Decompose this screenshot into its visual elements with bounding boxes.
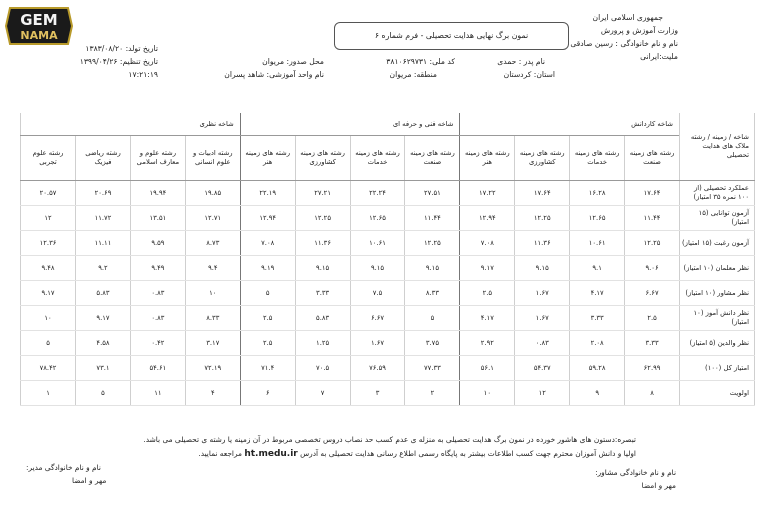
- branch-kardanesh: شاخه کاردانش: [460, 113, 680, 136]
- table-cell: ۲۰.۶۹: [76, 181, 131, 206]
- table-cell: ۴.۵۸: [76, 331, 131, 356]
- table-cell: ۵۴.۶۱: [130, 356, 185, 381]
- table-row: [21, 356, 755, 381]
- table-cell: ۱۲.۲۵: [515, 206, 570, 231]
- table-cell: ۲۷.۵۱: [405, 181, 460, 206]
- table-cell: ۶.۶۷: [350, 306, 405, 331]
- table-cell: ۱: [21, 381, 76, 406]
- row-label: آزمون توانایی (۱۵ امتیاز): [680, 206, 755, 231]
- table-cell: ۱۲.۲۵: [405, 231, 460, 256]
- note-website: [198, 448, 636, 460]
- row-label: نظر والدین (۵ امتیاز): [680, 331, 755, 356]
- table-cell: ۷.۵: [350, 281, 405, 306]
- row-label: نظر معلمان (۱۰ امتیاز): [680, 256, 755, 281]
- counselor-signature: مهر و امضا: [641, 481, 676, 490]
- logo-text-gem: GEM: [20, 11, 58, 29]
- table-cell: ۹.۴: [185, 256, 240, 281]
- table-cell: ۹.۵۹: [130, 231, 185, 256]
- table-cell: ۱۰: [185, 281, 240, 306]
- national-code: کد ملی: ۳۸۱۰۶۲۹۷۳۱: [386, 57, 455, 66]
- table-cell: ۹.۱۷: [76, 306, 131, 331]
- principal-name: نام و نام خانوادگی مدیر:: [26, 463, 101, 472]
- principal-signature: مهر و امضا: [72, 476, 107, 485]
- column-header: رشته ادبیات و علوم انسانی: [185, 136, 240, 181]
- table-cell: ۱۲.۶۵: [570, 206, 625, 231]
- column-header: رشته های زمینه خدمات: [350, 136, 405, 181]
- table-cell: ۶.۶۷: [625, 281, 680, 306]
- table-cell: ۱۲.۲۵: [295, 206, 350, 231]
- table-cell: ۳.۳۳: [295, 281, 350, 306]
- table-row: [21, 331, 755, 356]
- table-cell: ۹.۴۸: [21, 256, 76, 281]
- table-cell: ۱۰.۶۱: [350, 231, 405, 256]
- branch-header-row: [21, 113, 755, 136]
- counselor-name: نام و نام خانوادگی مشاور:: [595, 468, 676, 477]
- table-cell: ۷.۰۸: [460, 231, 515, 256]
- row-label: آزمون رغبت (۱۵ امتیاز): [680, 231, 755, 256]
- table-row: [21, 181, 755, 206]
- table-cell: ۱.۲۵: [295, 331, 350, 356]
- table-cell: ۷۷.۳۳: [405, 356, 460, 381]
- table-cell: ۱۱.۴۴: [625, 206, 680, 231]
- table-cell: ۹.۱۹: [240, 256, 295, 281]
- table-cell: ۲۷.۲۱: [295, 181, 350, 206]
- column-header: رشته علوم و معارف اسلامی: [130, 136, 185, 181]
- table-cell: ۱۱.۴۴: [405, 206, 460, 231]
- table-cell: ۲.۵: [625, 306, 680, 331]
- birth-date: تاریخ تولد: ۱۳۸۳/۰۸/۲۰: [85, 44, 158, 53]
- table-cell: ۸.۳۳: [185, 306, 240, 331]
- table-cell: ۱۲.۳۶: [21, 231, 76, 256]
- issue-place: محل صدور: مریوان: [262, 57, 324, 66]
- table-cell: ۱۰.۶۱: [570, 231, 625, 256]
- table-cell: ۱۲.۷۱: [185, 206, 240, 231]
- issue-time: ۱۷:۲۱:۱۹: [128, 70, 158, 79]
- ministry-label: وزارت آموزش و پرورش: [600, 26, 678, 35]
- table-cell: ۸.۷۳: [185, 231, 240, 256]
- table-cell: ۲۲.۲۴: [350, 181, 405, 206]
- website-link[interactable]: ht.medu.ir: [244, 449, 298, 459]
- table-cell: ۵.۸۳: [295, 306, 350, 331]
- guidance-scores-table: [20, 113, 755, 406]
- table-cell: ۹.۱۷: [460, 256, 515, 281]
- table-cell: ۱۰: [21, 306, 76, 331]
- table-cell: ۵۹.۲۸: [570, 356, 625, 381]
- branch-fanni: شاخه فنی و حرفه ای: [240, 113, 460, 136]
- nationality: ملیت:ایرانی: [640, 52, 678, 61]
- table-cell: ۱۲: [515, 381, 570, 406]
- table-cell: ۱۱.۷۲: [76, 206, 131, 231]
- row-label: عملکرد تحصیلی (از ۱۰۰ نمره ۳۵ امتیاز): [680, 181, 755, 206]
- table-cell: ۵۶.۱: [460, 356, 515, 381]
- table-cell: ۱۱: [130, 381, 185, 406]
- column-header: رشته های زمینه هنر: [460, 136, 515, 181]
- column-header: رشته های زمینه کشاورزی: [515, 136, 570, 181]
- school-name: نام واحد آموزشی: شاهد پسران: [224, 70, 324, 79]
- table-cell: ۷۶.۵۹: [350, 356, 405, 381]
- province: استان: کردستان: [503, 70, 555, 79]
- table-cell: ۹.۰۶: [625, 256, 680, 281]
- row-label: امتیاز کل (۱۰۰): [680, 356, 755, 381]
- table-cell: ۷۸.۴۲: [21, 356, 76, 381]
- table-cell: ۵: [21, 331, 76, 356]
- table-cell: ۱۱.۳۶: [515, 231, 570, 256]
- table-cell: ۴.۱۷: [570, 281, 625, 306]
- table-cell: ۵۴.۳۷: [515, 356, 570, 381]
- table-cell: ۳.۳۳: [625, 331, 680, 356]
- note-website-text: اولیا و دانش آموزان محترم جهت کسب اطلاعات بیشتر به پایگاه رسمی اطلاع رسانی هدایت تحصیلی به آدرس: [300, 449, 636, 458]
- table-cell: ۹.۱۷: [21, 281, 76, 306]
- table-cell: ۹.۱۵: [405, 256, 460, 281]
- row-label: نظر دانش آموز (۱۰ امتیاز): [680, 306, 755, 331]
- table-cell: ۷: [295, 381, 350, 406]
- table-row: [21, 256, 755, 281]
- column-header: رشته های زمینه خدمات: [570, 136, 625, 181]
- table-cell: ۹.۲: [76, 256, 131, 281]
- table-row: [21, 281, 755, 306]
- table-cell: ۷۰.۵: [295, 356, 350, 381]
- table-cell: ۲۰.۵۷: [21, 181, 76, 206]
- table-cell: ۵: [76, 381, 131, 406]
- table-row: [21, 231, 755, 256]
- table-cell: ۲.۵: [460, 281, 515, 306]
- table-cell: ۱.۶۷: [350, 331, 405, 356]
- table-cell: ۹.۱۵: [350, 256, 405, 281]
- form-title: نمون برگ نهایی هدایت تحصیلی - فرم شماره ۶: [334, 22, 569, 50]
- table-cell: ۲.۹۲: [460, 331, 515, 356]
- table-cell: ۸.۳۳: [405, 281, 460, 306]
- table-cell: ۱۱.۱۱: [76, 231, 131, 256]
- table-cell: ۰.۴۲: [130, 331, 185, 356]
- table-cell: ۸: [625, 381, 680, 406]
- table-cell: ۹: [570, 381, 625, 406]
- column-header: رشته های زمینه هنر: [240, 136, 295, 181]
- table-cell: ۵: [405, 306, 460, 331]
- table-cell: ۱۱.۳۶: [295, 231, 350, 256]
- table-row: [21, 206, 755, 231]
- table-cell: ۶۲.۹۹: [625, 356, 680, 381]
- table-cell: ۳.۳۳: [570, 306, 625, 331]
- column-header-row: [21, 136, 755, 181]
- note-website-suffix: مراجعه نمایید.: [198, 449, 242, 458]
- table-cell: ۲.۵: [240, 306, 295, 331]
- table-cell: ۳.۱۷: [185, 331, 240, 356]
- table-cell: ۷۲.۱۹: [185, 356, 240, 381]
- table-cell: ۵.۸۳: [76, 281, 131, 306]
- table-cell: ۵: [240, 281, 295, 306]
- table-cell: ۱۲.۶۵: [350, 206, 405, 231]
- table-cell: ۱۲.۹۴: [460, 206, 515, 231]
- row-label: اولویت: [680, 381, 755, 406]
- branch-nazari: شاخه نظری: [21, 113, 241, 136]
- issue-date: تاریخ تنظیم: ۱۳۹۹/۰۴/۲۶: [79, 57, 158, 66]
- table-cell: ۱.۶۷: [515, 281, 570, 306]
- table-cell: ۰.۸۳: [130, 281, 185, 306]
- column-header: رشته های زمینه صنعت: [405, 136, 460, 181]
- table-cell: ۴: [185, 381, 240, 406]
- table-cell: ۲.۵: [240, 331, 295, 356]
- table-cell: ۷.۰۸: [240, 231, 295, 256]
- table-cell: ۹.۱۵: [295, 256, 350, 281]
- note-hatched-columns: تبصره:دستون های هاشور خورده در نمون برگ هدایت تحصیلی به منزله ی عدم کسب حد نصاب دروس تخصصی مربوط در آن زمینه یا رشته ی تحصیلی می باشد.: [143, 435, 636, 444]
- table-cell: ۱۲.۲۵: [625, 231, 680, 256]
- row-label: نظر مشاور (۱۰ امتیاز): [680, 281, 755, 306]
- table-cell: ۶: [240, 381, 295, 406]
- republic-label: جمهوری اسلامی ایران: [592, 13, 663, 22]
- table-cell: ۱۳.۵۱: [130, 206, 185, 231]
- gem-nama-logo: [4, 4, 74, 48]
- father-name: نام پدر : حمدی: [497, 57, 545, 66]
- table-cell: ۱۲: [21, 206, 76, 231]
- table-cell: ۳.۷۵: [405, 331, 460, 356]
- table-cell: ۱۷.۲۲: [460, 181, 515, 206]
- table-row: [21, 306, 755, 331]
- logo-text-nama: NAMA: [20, 29, 58, 42]
- table-cell: ۱۹.۸۵: [185, 181, 240, 206]
- column-header: رشته ریاضی فیزیک: [76, 136, 131, 181]
- table-cell: ۲۲.۱۹: [240, 181, 295, 206]
- table-cell: ۷۱.۴: [240, 356, 295, 381]
- table-cell: ۱۶.۲۸: [570, 181, 625, 206]
- column-header: رشته علوم تجربی: [21, 136, 76, 181]
- table-cell: ۱۷.۶۴: [515, 181, 570, 206]
- table-cell: ۹.۱۵: [515, 256, 570, 281]
- table-cell: ۱۷.۶۴: [625, 181, 680, 206]
- table-cell: ۴.۱۷: [460, 306, 515, 331]
- criteria-header: شاخه / زمینه / رشته ملاک های هدایت تحصیلی: [680, 113, 755, 181]
- student-name: نام و نام خانوادگی : رسین صادقی: [570, 39, 678, 48]
- column-header: رشته های زمینه کشاورزی: [295, 136, 350, 181]
- table-cell: ۲.۰۸: [570, 331, 625, 356]
- table-cell: ۳: [350, 381, 405, 406]
- table-cell: ۲: [405, 381, 460, 406]
- column-header: رشته های زمینه صنعت: [625, 136, 680, 181]
- table-cell: ۰.۸۳: [515, 331, 570, 356]
- table-cell: ۱۰: [460, 381, 515, 406]
- table-cell: ۰.۸۳: [130, 306, 185, 331]
- region: منطقه: مریوان: [389, 70, 437, 79]
- table-cell: ۹.۱: [570, 256, 625, 281]
- table-cell: ۷۳.۱: [76, 356, 131, 381]
- table-row: [21, 381, 755, 406]
- table-cell: ۱.۶۷: [515, 306, 570, 331]
- table-cell: ۱۲.۹۴: [240, 206, 295, 231]
- table-cell: ۱۹.۹۴: [130, 181, 185, 206]
- table-cell: ۹.۴۹: [130, 256, 185, 281]
